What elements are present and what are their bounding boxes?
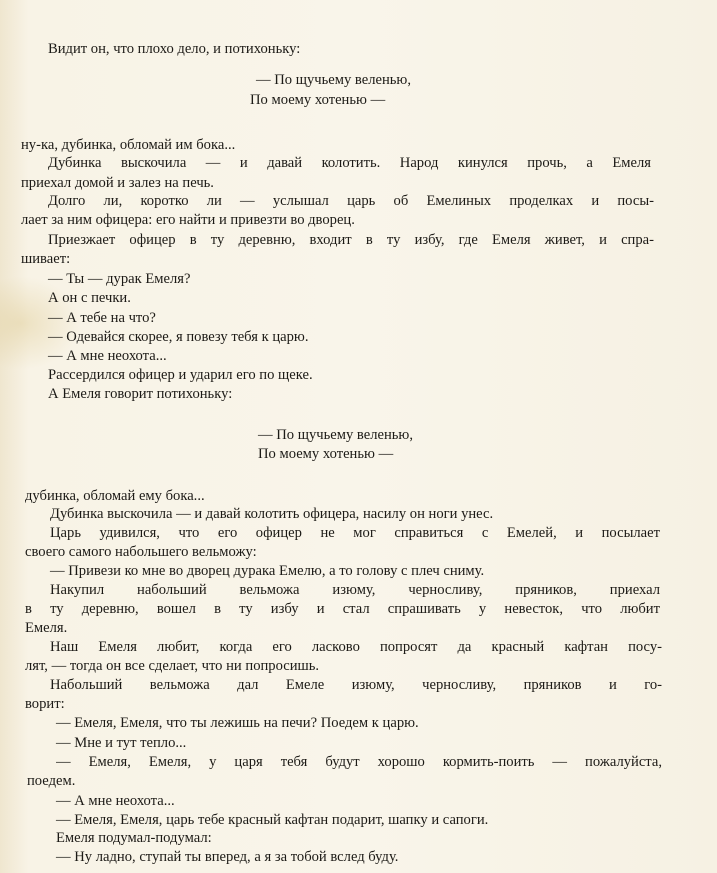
text-line: Видит он, что плохо дело, и потихоньку:	[48, 41, 301, 57]
text-line: Набольший вельможа дал Емеле изюму, черносливу, пряников и го-	[50, 677, 662, 693]
text-line: Дубинка выскочила — и давай колотить офицера, насилу он ноги унес.	[50, 506, 494, 522]
text-line: в ту деревню, вошел в ту избу и стал спрашивать у невесток, что любит	[25, 601, 660, 617]
text-line: ну-ка, дубинка, обломай им бока...	[21, 137, 236, 153]
text-line: — А мне неохота...	[56, 793, 175, 809]
text-line: поедем.	[27, 773, 76, 789]
text-line: — Емеля, Емеля, что ты лежишь на печи? Поедем к царю.	[56, 715, 419, 731]
text-line: — А мне неохота...	[48, 348, 167, 364]
verse-line: По моему хотенью —	[250, 92, 386, 108]
text-line: Рассердился офицер и ударил его по щеке.	[48, 367, 313, 383]
verse-line: — По щучьему веленью,	[256, 72, 411, 88]
text-line: Дубинка выскочила — и давай колотить. Народ кинулся прочь, а Емеля	[48, 155, 651, 171]
text-line: — Мне и тут тепло...	[56, 735, 187, 751]
text-line: Емеля.	[25, 620, 68, 636]
text-line: — Привези ко мне во дворец дурака Емелю, а то голову с плеч сниму.	[50, 563, 485, 579]
text-line: — Емеля, Емеля, у царя тебя будут хорошо кормить-поить — пожалуйста,	[56, 754, 662, 770]
text-line: лят, — тогда он все сделает, что ни попросишь.	[25, 658, 320, 674]
text-line: Приезжает офицер в ту деревню, входит в ту избу, где Емеля живет, и спра-	[48, 232, 654, 248]
text-line: Долго ли, коротко ли — услышал царь об Емелиных проделках и посы-	[48, 193, 654, 209]
text-line: — Ты — дурак Емеля?	[48, 271, 191, 287]
text-line: своего самого набольшего вельможу:	[25, 544, 257, 560]
text-line: Наш Емеля любит, когда его ласково попросят да красный кафтан посу-	[50, 639, 662, 655]
text-line: Емеля подумал-подумал:	[56, 830, 212, 846]
text-line: приехал домой и залез на печь.	[21, 175, 214, 191]
text-line: — Ну ладно, ступай ты вперед, а я за тобой вслед буду.	[56, 849, 399, 865]
verse-line: По моему хотенью —	[258, 446, 394, 462]
text-line: — А тебе на что?	[48, 310, 156, 326]
text-line: шивает:	[21, 251, 71, 267]
verse-line: — По щучьему веленью,	[258, 427, 413, 443]
text-line: А Емеля говорит потихоньку:	[48, 386, 233, 402]
text-line: ворит:	[25, 696, 65, 712]
text-line: Накупил набольший вельможа изюму, черносливу, пряников, приехал	[50, 582, 660, 598]
text-line: дубинка, обломай ему бока...	[25, 488, 205, 504]
text-line: — Емеля, Емеля, царь тебе красный кафтан подарит, шапку и сапоги.	[56, 812, 489, 828]
text-line: — Одевайся скорее, я повезу тебя к царю.	[48, 329, 309, 345]
text-line: лает за ним офицера: его найти и привезти во дворец.	[21, 212, 355, 228]
text-line: А он с печки.	[48, 290, 131, 306]
text-line: Царь удивился, что его офицер не мог справиться с Емелей, и посылает	[50, 525, 660, 541]
